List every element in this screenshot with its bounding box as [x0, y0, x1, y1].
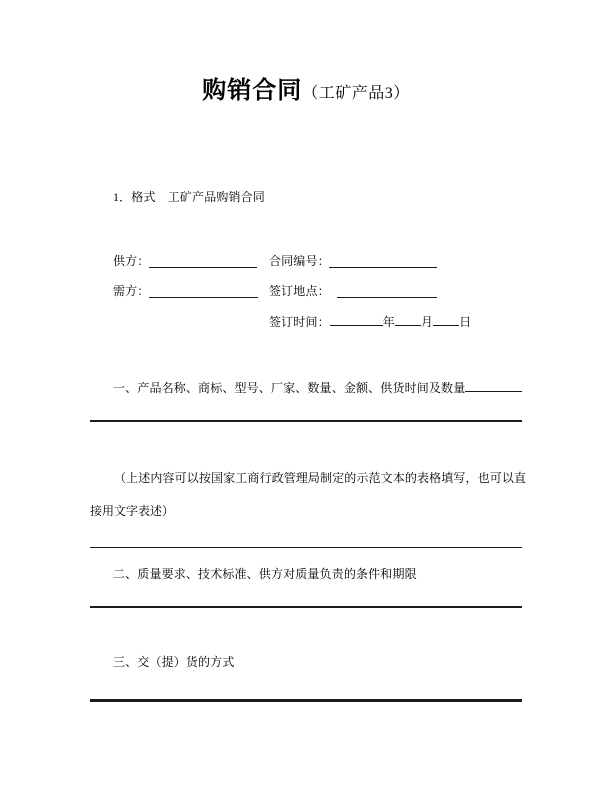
clause-1-text: 一、产品名称、商标、型号、厂家、数量、金额、供货时间及数量	[113, 381, 466, 395]
note-paragraph: （上述内容可以按国家工商行政管理局制定的示范文本的表格填写，也可以直接用文字表述）	[90, 471, 526, 518]
contract-title: 购销合同	[202, 77, 303, 104]
clause-1-blank	[465, 379, 522, 392]
clause-3: 三、交（提）货的方式	[113, 655, 235, 669]
contract-no-blank	[329, 253, 437, 268]
day-label: 日	[459, 315, 472, 329]
supplier-label: 供方：	[113, 254, 150, 268]
contract-subtitle: （工矿产品3）	[302, 85, 410, 102]
buyer-blank	[149, 283, 258, 298]
buyer-label: 需方：	[113, 284, 150, 298]
page-title	[0, 70, 612, 105]
sign-time-label: 签订时间：	[269, 315, 330, 329]
divider-4	[90, 699, 522, 702]
divider-3	[90, 606, 522, 608]
clause-2: 二、质量要求、技术标准、供方对质量负责的条件和期限	[113, 567, 417, 581]
sign-place-blank	[337, 283, 437, 298]
divider-1	[90, 420, 522, 422]
divider-2	[90, 547, 522, 548]
sign-day-blank	[433, 313, 459, 326]
sign-year-blank	[330, 313, 383, 326]
clause-1	[113, 379, 522, 396]
sign-time-row	[269, 313, 471, 330]
format-heading: 1．格式 工矿产品购销合同	[113, 190, 265, 204]
supplier-blank	[149, 253, 257, 268]
sign-month-blank	[395, 313, 421, 326]
month-label: 月	[420, 315, 434, 329]
contract-no-label: 合同编号：	[269, 254, 330, 268]
sign-place-label: 签订地点：	[269, 284, 330, 298]
year-label: 年	[382, 315, 395, 329]
